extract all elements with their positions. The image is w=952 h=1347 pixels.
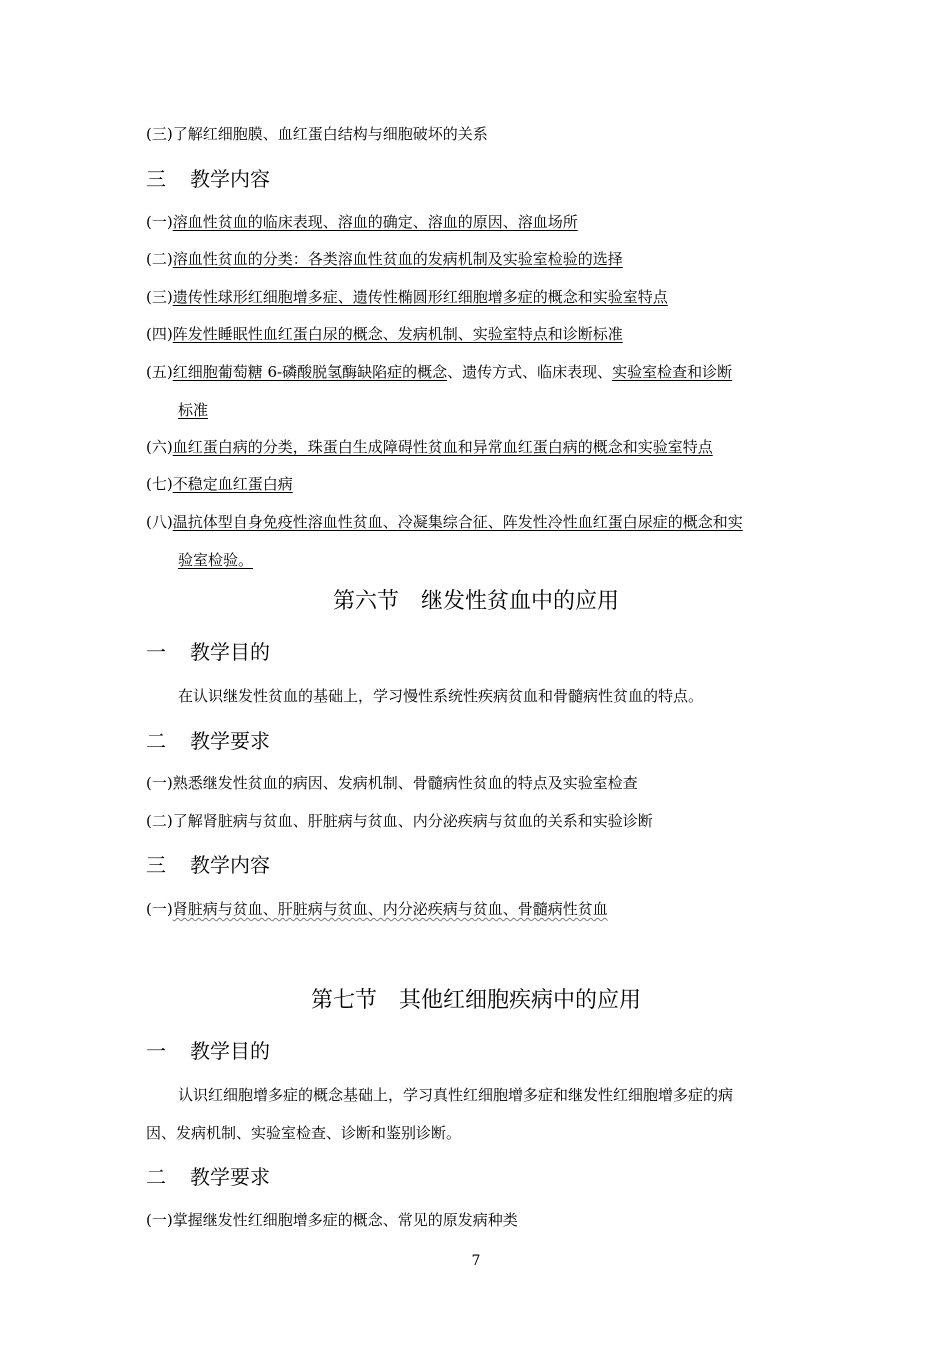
section-6-goal-text: 在认识继发性贫血的基础上，学习慢性系统性疾病贫血和骨髓病性贫血的特点。	[178, 687, 704, 705]
section-7-heading-goal	[146, 1038, 270, 1064]
item-prefix: (二)	[146, 250, 173, 268]
item-prefix: (一)	[146, 213, 173, 231]
item-text-continued: 验室检验。	[178, 551, 254, 569]
section-7-heading-requirements	[146, 1164, 270, 1190]
section-6-requirement-1: (一)熟悉继发性贫血的病因、发病机制、骨髓病性贫血的特点及实验室检查	[146, 774, 638, 792]
heading-number: 三	[146, 167, 166, 191]
content-item-6	[146, 437, 713, 457]
section-6-heading-content	[146, 852, 270, 878]
section-6-heading-goal	[146, 639, 270, 665]
item-text: 遗传性球形红细胞增多症、遗传性椭圆形红细胞增多症的概念和实验室特点	[172, 288, 668, 306]
section-6-title: 第六节 继发性贫血中的应用	[332, 589, 619, 614]
requirement-item-3: (三)了解红细胞膜、血红蛋白结构与细胞破坏的关系	[146, 125, 488, 143]
heading-number: 一	[146, 1039, 166, 1063]
heading-text: 教学内容	[190, 853, 270, 877]
item-text: 血红蛋白病的分类，珠蛋白生成障碍性贫血和异常血红蛋白病的概念和实验室特点	[172, 438, 713, 456]
content-item-5-continuation	[178, 400, 208, 420]
section-7-goal-text-line-2: 因、发病机制、实验室检查、诊断和鉴别诊断。	[146, 1124, 462, 1142]
item-prefix: (四)	[146, 325, 173, 343]
item-text-continued: 标准	[178, 401, 209, 419]
content-item-8	[146, 512, 743, 532]
item-text: 溶血性贫血的临床表现、溶血的确定、溶血的原因、溶血场所	[172, 213, 578, 231]
section-6-content-1	[146, 899, 608, 919]
heading-number: 二	[146, 1165, 166, 1189]
item-prefix: (八)	[146, 513, 173, 531]
item-text: 肾脏病与贫血、肝脏病与贫血、内分泌疾病与贫血、骨髓病性贫血	[172, 900, 608, 918]
content-item-2	[146, 249, 623, 269]
content-item-3	[146, 287, 668, 307]
item-prefix: (三)	[146, 288, 173, 306]
content-item-5	[146, 362, 732, 382]
section-6-requirement-2: (二)了解肾脏病与贫血、肝脏病与贫血、内分泌疾病与贫血的关系和实验诊断	[146, 812, 653, 830]
item-prefix: (七)	[146, 475, 173, 493]
heading-text: 教学要求	[190, 1165, 270, 1189]
heading-number: 二	[146, 729, 166, 753]
heading-text: 教学目的	[190, 640, 270, 664]
item-text: 溶血性贫血的分类：各类溶血性贫血的发病机制及实验室检验的选择	[172, 250, 623, 268]
item-text-b: 、遗传方式、临床表现、	[447, 363, 613, 381]
item-prefix: (五)	[146, 363, 173, 381]
content-item-8-continuation	[178, 550, 253, 570]
item-prefix: (一)	[146, 900, 173, 918]
content-item-4	[146, 324, 623, 344]
item-text: 阵发性睡眠性血红蛋白尿的概念、发病机制、实验室特点和诊断标准	[172, 325, 623, 343]
heading-text: 教学要求	[190, 729, 270, 753]
section-7-title: 第七节 其他红细胞疾病中的应用	[310, 988, 641, 1013]
heading-text: 教学内容	[190, 167, 270, 191]
section-7-requirement-1: (一)掌握继发性红细胞增多症的概念、常见的原发病种类	[146, 1211, 518, 1229]
heading-teaching-content	[146, 166, 270, 192]
item-prefix: (六)	[146, 438, 173, 456]
item-text-a: 红细胞葡萄糖 6-磷酸脱氢酶缺陷症的概念	[172, 363, 448, 381]
item-text-c: 实验室检查和诊断	[612, 363, 733, 381]
page-number: 7	[471, 1253, 481, 1269]
content-item-1	[146, 212, 578, 232]
heading-number: 一	[146, 640, 166, 664]
item-text: 温抗体型自身免疫性溶血性贫血、冷凝集综合征、阵发性冷性血红蛋白尿症的概念和实	[172, 513, 743, 531]
section-7-goal-text-line-1: 认识红细胞增多症的概念基础上，学习真性红细胞增多症和继发性红细胞增多症的病	[178, 1086, 734, 1104]
heading-number: 三	[146, 853, 166, 877]
content-item-7	[146, 474, 293, 494]
heading-text: 教学目的	[190, 1039, 270, 1063]
item-text: 不稳定血红蛋白病	[172, 475, 293, 493]
section-6-heading-requirements	[146, 728, 270, 754]
